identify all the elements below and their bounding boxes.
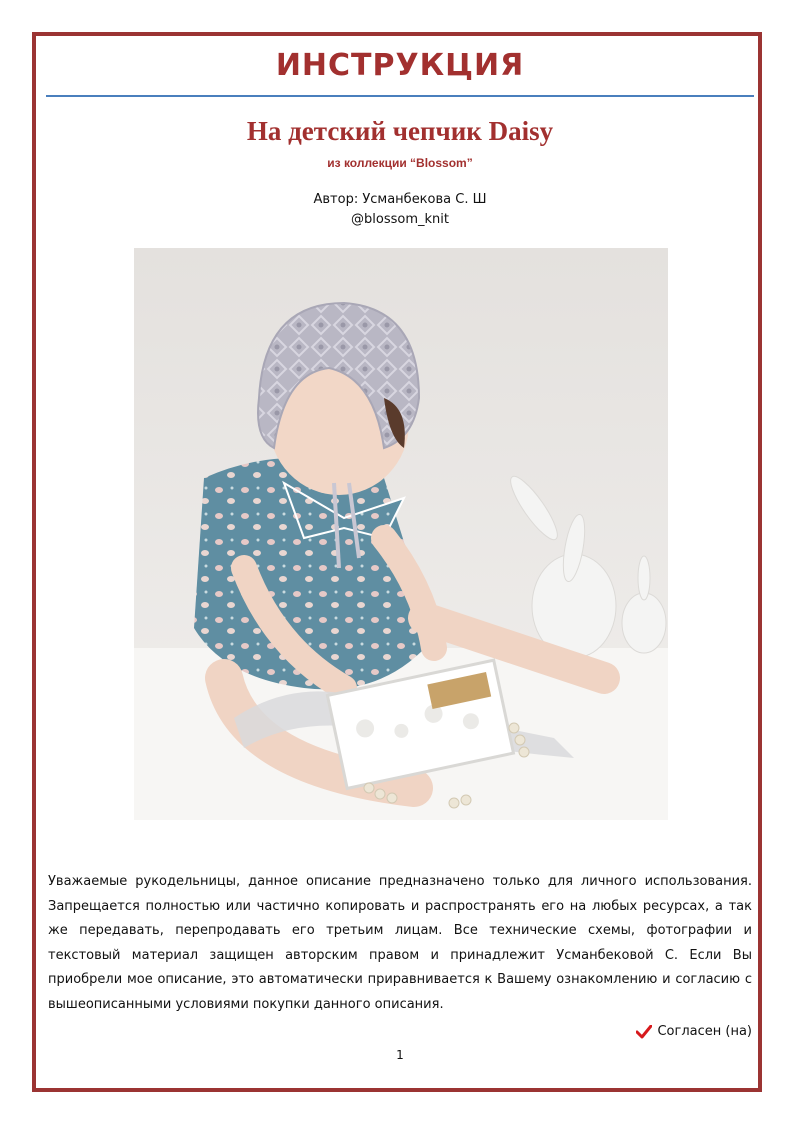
agreement-label: Согласен (на)	[657, 1024, 752, 1039]
agreement-line[interactable]	[636, 1024, 752, 1039]
check-icon	[636, 1025, 652, 1039]
page-number: 1	[396, 1048, 404, 1062]
document-title: ИНСТРУКЦИЯ	[275, 48, 525, 83]
author-handle: @blossom_knit	[351, 212, 449, 227]
author-line: Автор: Усманбекова С. Ш	[313, 192, 487, 207]
baby-bonnet-photo	[134, 248, 668, 820]
collection-label: из коллекции “Blossom”	[327, 156, 473, 170]
document-subtitle: На детский чепчик Daisy	[246, 116, 554, 146]
title-divider	[46, 95, 754, 97]
usage-notice: Уважаемые рукодельницы, данное описание предназначено только для личного использования. Запрещается полностью или частично копировать и распространять его на любых ресурсах, а так же передавать, перепродавать его третьим лицам. Все технические схемы, фотографии и текстовый материал защищен авторским правом и принадлежит Усманбековой С. Если Вы приобрели мое описание, это автоматически приравнивается к Вашему ознакомлению и согласию с вышеописанными условиями покупки данного описания.	[48, 874, 752, 1012]
